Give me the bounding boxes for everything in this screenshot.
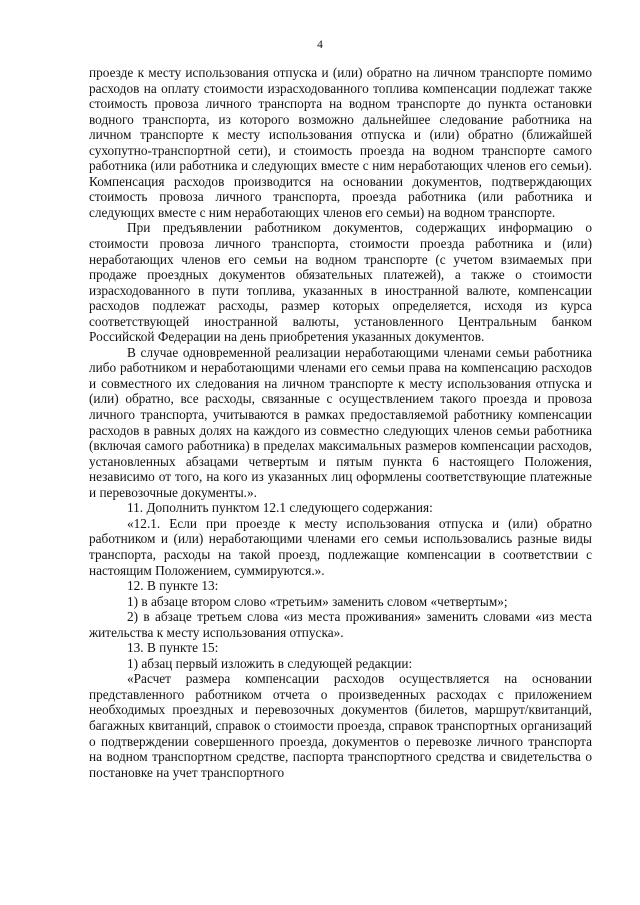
paragraph-continuation: проезде к месту использования отпуска и (или) обратно на личном транспорте помимо расходов на оплату стоимости израсходованного топлива компенсации подлежат также стоимость провоза личного транспорта на водном транспорте до пункта остановки водного транспорта, из которого возможно дальнейшее следование работника на личном транспорте к месту использования отпуска и (или) обратно (ближайшей сухопутно-транспортной сети), и стоимость проезда на водном транспорте самого работника (или работника и следующих вместе с ним неработающих членов его семьи). Компенсация расходов производится на основании документов, подтверждающих стоимость провоза личного транспорта, проезда работника (или работника и следующих вместе с ним неработающих членов его семьи) на водном транспорте. <box>89 65 592 220</box>
paragraph-calculation: «Расчет размера компенсации расходов осуществляется на основании представленного работником отчета о произведенных расходах с приложением необходимых проездных и перевозочных документов (билетов, маршрут/квитанций, багажных квитанций, справок о стоимости проезда, справок транспортных организаций о подтверждении совершенного проезда, документов о перевозке личного транспорта на водном транспортном средстве, паспорта транспортного средства и свидетельства о постановке на учет транспортного <box>89 671 592 780</box>
item-12-subitem-1: 1) в абзаце втором слово «третьим» заменить словом «четвертым»; <box>127 593 508 609</box>
item-11: 11. Дополнить пунктом 12.1 следующего содержания: <box>127 500 433 516</box>
clause-12-1: «12.1. Если при проезде к месту использования отпуска и (или) обратно работником и (или) неработающими членами его семьи использовались разные виды транспорта, расходы на такой проезд, подлежащие компенсации в соответствии с настоящим Положением, суммируются.». <box>89 515 592 578</box>
item-13-subitem-1: 1) абзац первый изложить в следующей редакции: <box>127 655 413 671</box>
paragraph-foreign-currency: При предъявлении работником документов, содержащих информацию о стоимости провоза личного транспорта, стоимости проезда работника и (или) неработающих членов его семьи на водном транспорте (с учетом взимаемых при продаже проездных документов обязательных платежей), а также о стоимости израсходованного в пути топлива, указанных в иностранной валюте, компенсации расходов подлежат расходы, размер которых определяется, исходя из курса соответствующей иностранной валюты, установленного Центральным банком Российской Федерации на день приобретения указанных документов. <box>89 220 592 345</box>
item-12: 12. В пункте 13: <box>127 578 219 594</box>
item-12-subitem-2: 2) в абзаце третьем слова «из места проживания» заменить словами «из места жительства к месту использования отпуска». <box>89 609 592 640</box>
page-number: 4 <box>317 39 323 51</box>
item-13: 13. В пункте 15: <box>127 640 219 656</box>
paragraph-joint-travel: В случае одновременной реализации неработающими членами семьи работника либо работником и неработающими членами его семьи права на компенсацию расходов и совместного их следования на личном транспорте к месту использования отпуска и (или) обратно, все расходы, связанные с осуществлением такого проезда и провоза личного транспорта, учитываются в рамках предоставляемой работнику компенсации расходов в равных долях на каждого из совместно следующих членов семьи работника (включая самого работника) в пределах максимальных размеров компенсации расходов, установленных абзацами четвертым и пятым пункта 6 настоящего Положения, независимо от того, на кого из указанных лиц оформлены соответствующие платежные и перевозочные документы.». <box>89 344 592 500</box>
document-body <box>89 65 592 780</box>
